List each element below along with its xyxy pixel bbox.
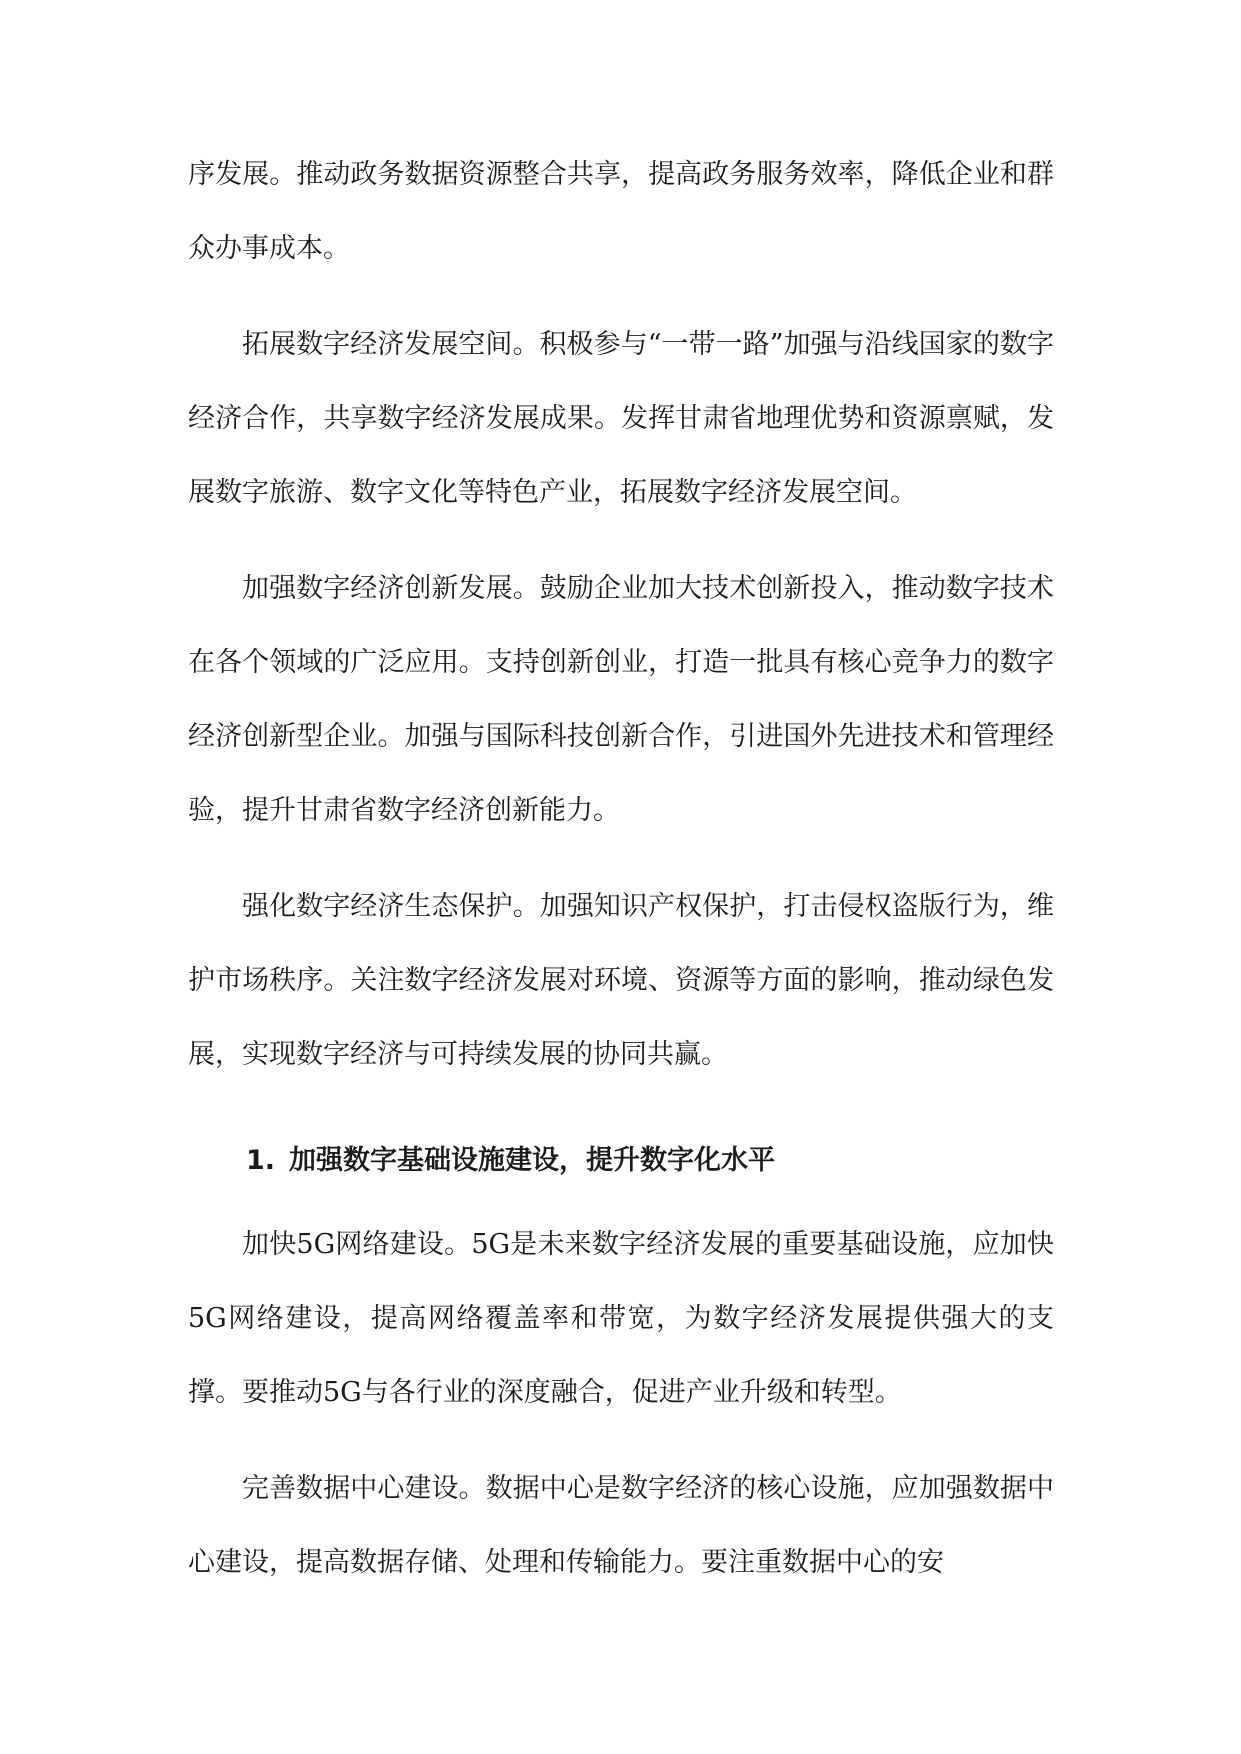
section-heading-number: 1. — [246, 1145, 276, 1176]
paragraph-data-center: 完善数据中心建设。数据中心是数字经济的核心设施，应加强数据中心建设，提高数据存储、处理和传输能力。要注重数据中心的安 — [188, 1473, 1054, 1578]
paragraph-expand-space: 拓展数字经济发展空间。积极参与“一带一路”加强与沿线国家的数字经济合作，共享数字经济发展成果。发挥甘肃省地理优势和资源禀赋，发展数字旅游、数字文化等特色产业，拓展数字经济发展空间。 — [188, 329, 1054, 508]
paragraph-innovation: 加强数字经济创新发展。鼓励企业加大技术创新投入，推动数字技术在各个领域的广泛应用。支持创新创业，打造一批具有核心竞争力的数字经济创新型企业。加强与国际科技创新合作，引进国外先进技术和管理经验，提升甘肃省数字经济创新能力。 — [188, 573, 1054, 826]
document-body — [188, 138, 1054, 1622]
paragraph-ecology: 强化数字经济生态保护。加强知识产权保护，打击侵权盗版行为，维护市场秩序。关注数字经济发展对环境、资源等方面的影响，推动绿色发展，实现数字经济与可持续发展的协同共赢。 — [188, 891, 1054, 1070]
section-heading — [188, 1124, 1054, 1198]
section-heading-text: 加强数字基础设施建设，提升数字化水平 — [289, 1145, 776, 1176]
paragraph-5g-network: 加快5G网络建设。5G是未来数字经济发展的重要基础设施，应加快5G网络建设，提高网络覆盖率和带宽，为数字经济发展提供强大的支撑。要推动5G与各行业的深度融合，促进产业升级和转型。 — [188, 1229, 1054, 1408]
paragraph-order-development: 序发展。推动政务数据资源整合共享，提高政务服务效率，降低企业和群众办事成本。 — [188, 159, 1054, 264]
